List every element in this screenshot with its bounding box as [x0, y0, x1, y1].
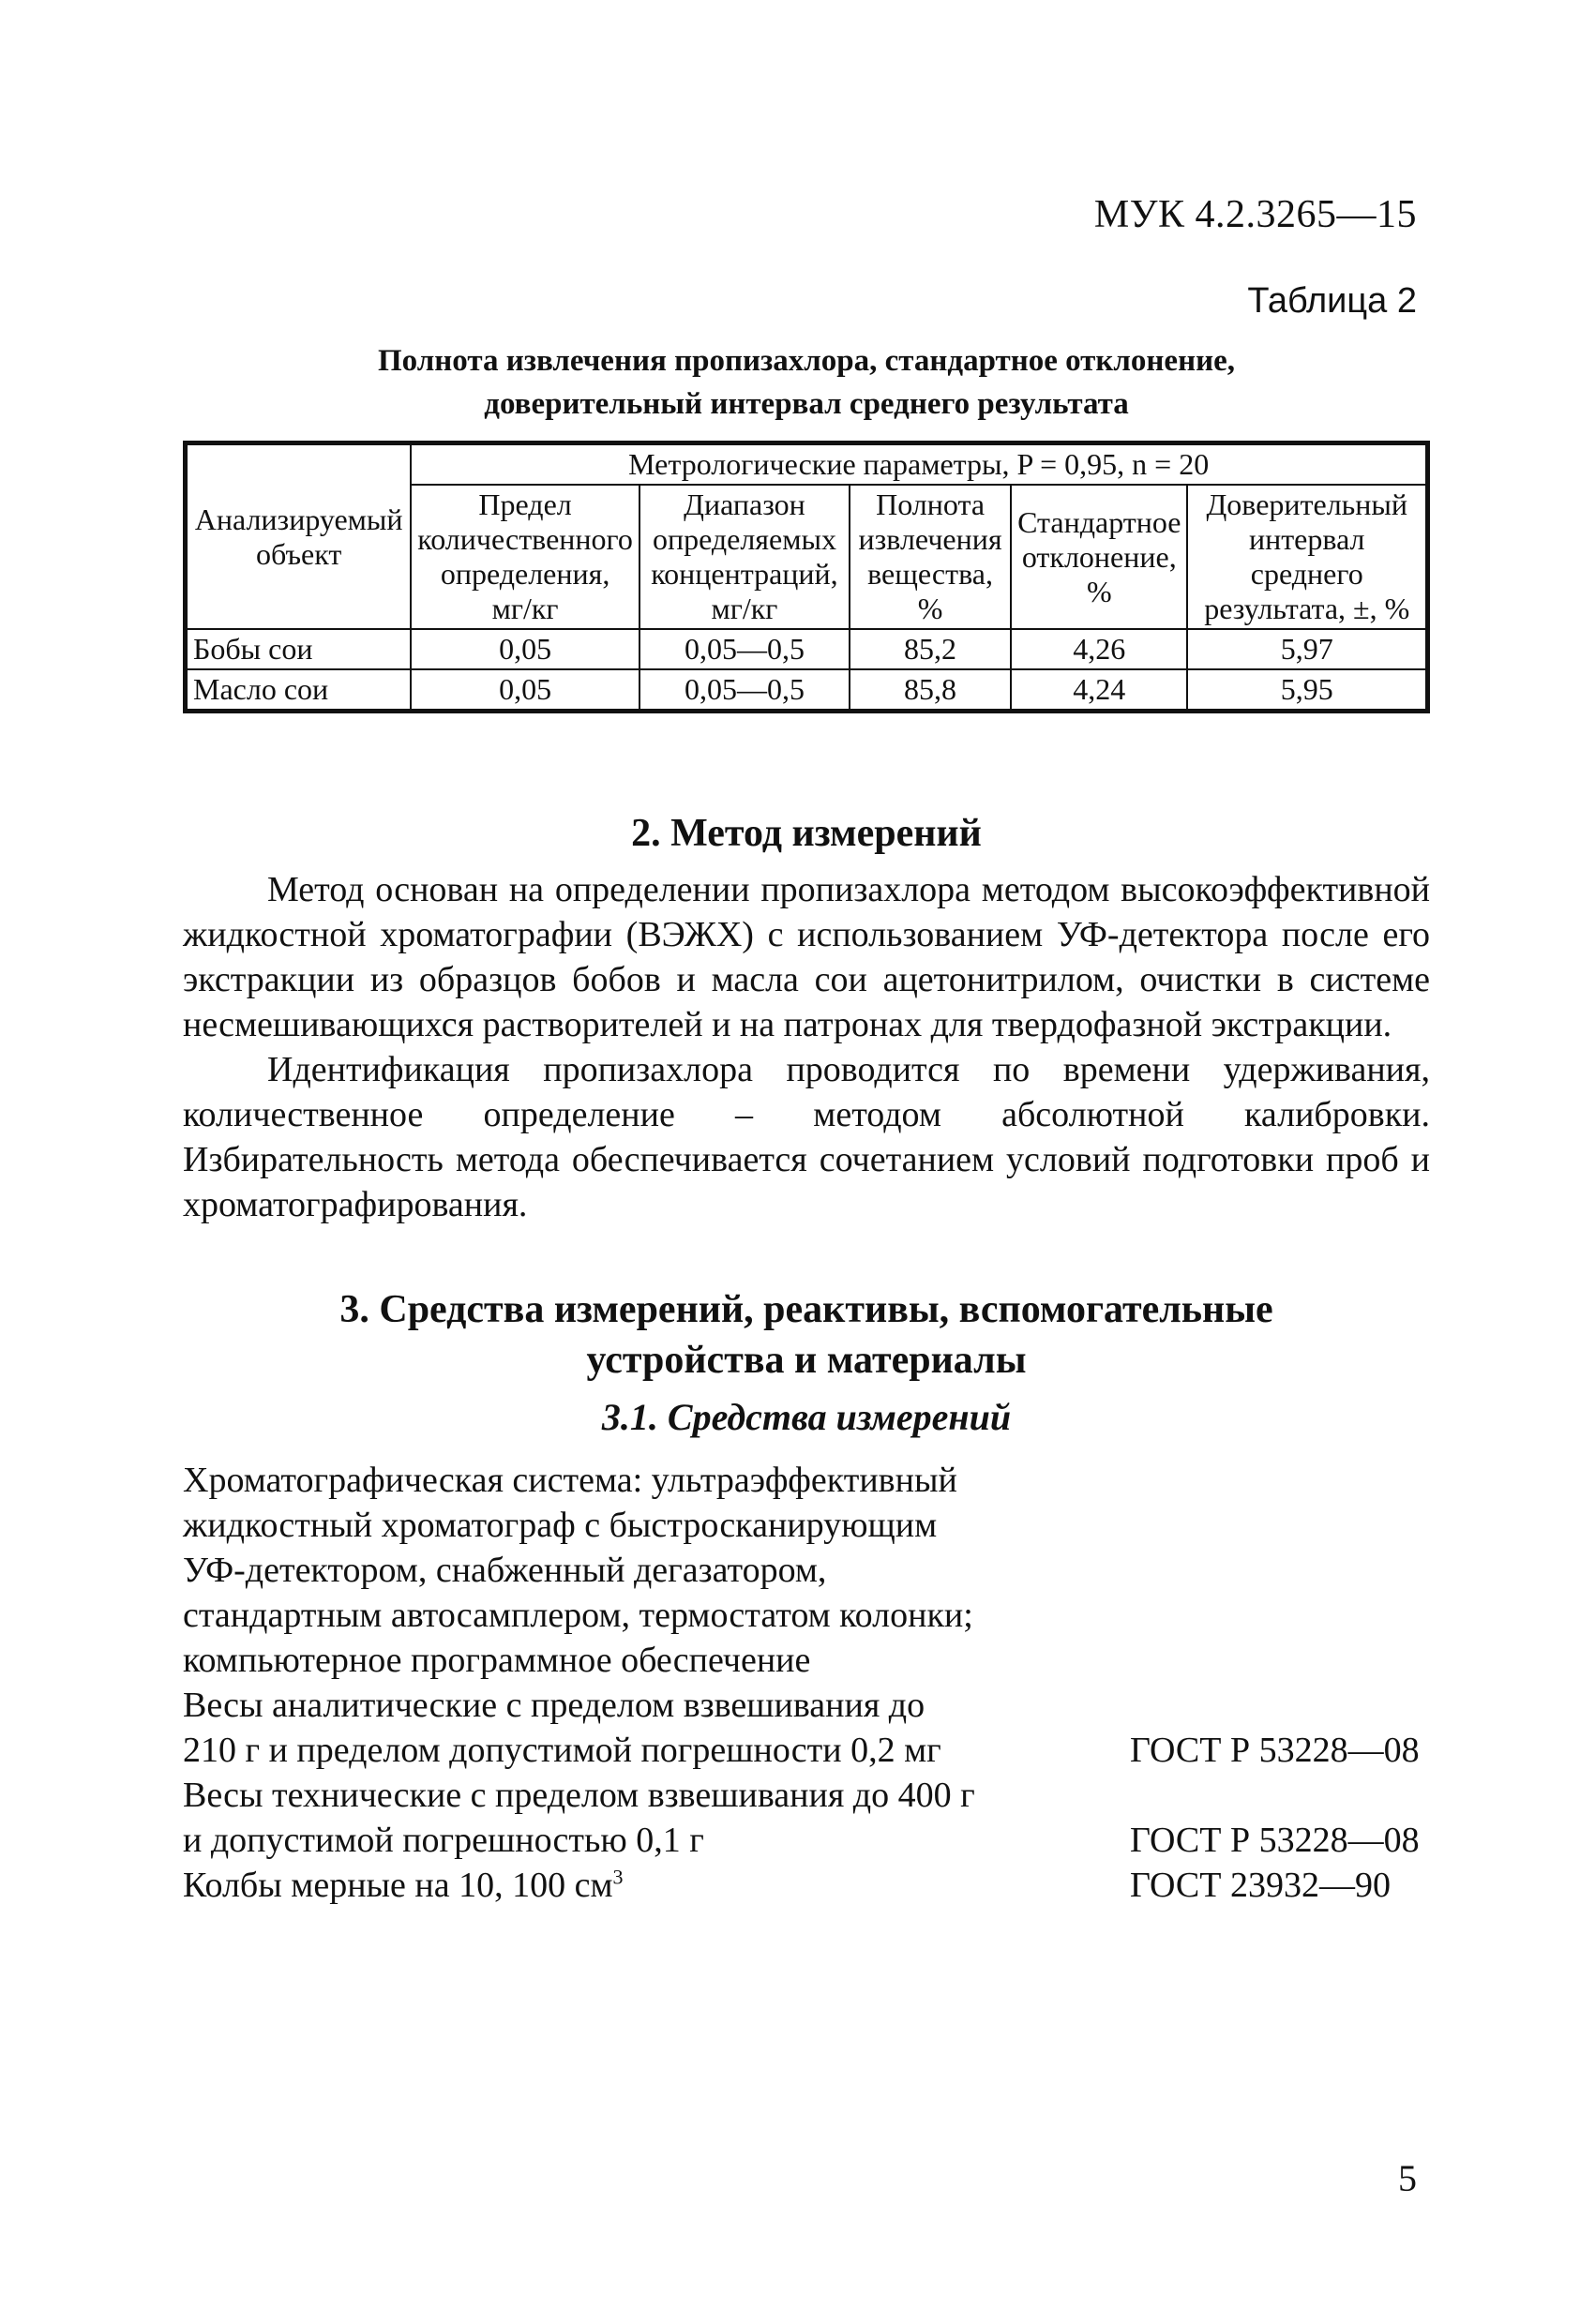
- column-header: Стандартное отклонение, %: [1011, 485, 1187, 629]
- cell-loq: 0,05: [411, 629, 640, 669]
- cell-range: 0,05—0,5: [640, 669, 850, 712]
- item-text: Весы аналитические с пределом взвешивания до 210 г и пределом допустимой погрешности 0,2 мг: [183, 1686, 941, 1770]
- section-3-heading-line-2: устройства и материалы: [586, 1339, 1027, 1382]
- document-code: МУК 4.2.3265—15: [1093, 193, 1417, 236]
- cell-sd: 4,26: [1011, 629, 1187, 669]
- list-item: [183, 1863, 1430, 1908]
- table-title: [183, 339, 1430, 426]
- column-header: Полнота извлечения вещества, %: [850, 485, 1011, 629]
- cell-sd: 4,24: [1011, 669, 1187, 712]
- section-3-heading: [183, 1284, 1430, 1386]
- paragraph: Метод основан на определении пропизахлора методом высокоэффективной жидкостной хроматографии (ВЭЖХ) с использованием УФ-детектора после его экстракции из образцов бобов и масла сои ацетонитрилом, очистки в системе несмешивающихся растворителей и на патронах для твердофазной экстракции.: [183, 870, 1430, 1044]
- cell-loq: 0,05: [411, 669, 640, 712]
- item-ref: ГОСТ Р 53228—08: [1130, 1731, 1420, 1770]
- column-header: Предел количественного определения, мг/кг: [411, 485, 640, 629]
- list-item: [183, 1773, 1430, 1863]
- item-text-main: Колбы мерные на 10, 100 см: [183, 1866, 613, 1905]
- item-text: [183, 1863, 980, 1908]
- list-item: [183, 1683, 1430, 1773]
- item-ref: ГОСТ 23932—90: [1130, 1866, 1391, 1905]
- cell-recovery: 85,2: [850, 629, 1011, 669]
- cell-recovery: 85,8: [850, 669, 1011, 712]
- item-text: Хроматографическая система: ультраэффективный жидкостный хроматограф с быстросканирующим УФ-детектором, снабженный дегазатором, стандартным автосамплером, термостатом колонки; компьютерное программное обеспечение: [183, 1461, 973, 1680]
- section-2-body: [183, 867, 1430, 1227]
- table-header-row: [186, 443, 1428, 486]
- page-number: 5: [1398, 2157, 1417, 2199]
- row-object: Бобы сои: [186, 629, 412, 669]
- paragraph: Идентификация пропизахлора проводится по времени удерживания, количественное определение – методом абсолютной калибровки. Избирательность метода обеспечивается сочетанием условий подготовки проб и хроматографирования.: [183, 1050, 1430, 1224]
- equipment-list: [183, 1458, 1430, 1908]
- object-header: Анализируемый объект: [186, 443, 412, 630]
- metrology-table: [183, 441, 1430, 713]
- row-object: Масло сои: [186, 669, 412, 712]
- cell-ci: 5,97: [1187, 629, 1427, 669]
- item-text: Весы технические с пределом взвешивания до 400 г и допустимой погрешностью 0,1 г: [183, 1776, 975, 1860]
- table-title-line-2: доверительный интервал среднего результата: [484, 387, 1129, 421]
- section-2-heading: 2. Метод измерений: [631, 812, 982, 855]
- table-row: [186, 669, 1428, 712]
- item-text-superscript: 3: [612, 1865, 624, 1889]
- table-row: [186, 629, 1428, 669]
- cell-ci: 5,95: [1187, 669, 1427, 712]
- cell-range: 0,05—0,5: [640, 629, 850, 669]
- column-header: Диапазон определяемых концентраций, мг/кг: [640, 485, 850, 629]
- table-label: Таблица 2: [1247, 281, 1417, 321]
- section-3-heading-line-1: 3. Средства измерений, реактивы, вспомогательные: [339, 1288, 1273, 1331]
- table-title-line-1: Полнота извлечения пропизахлора, стандартное отклонение,: [378, 344, 1235, 378]
- params-header: Метрологические параметры, P = 0,95, n = 20: [411, 443, 1427, 486]
- subsection-3-1-heading: 3.1. Средства измерений: [601, 1396, 1012, 1438]
- column-header: Доверительный интервал среднего результата, ±, %: [1187, 485, 1427, 629]
- item-ref: ГОСТ Р 53228—08: [1130, 1821, 1420, 1860]
- list-item: [183, 1458, 1430, 1683]
